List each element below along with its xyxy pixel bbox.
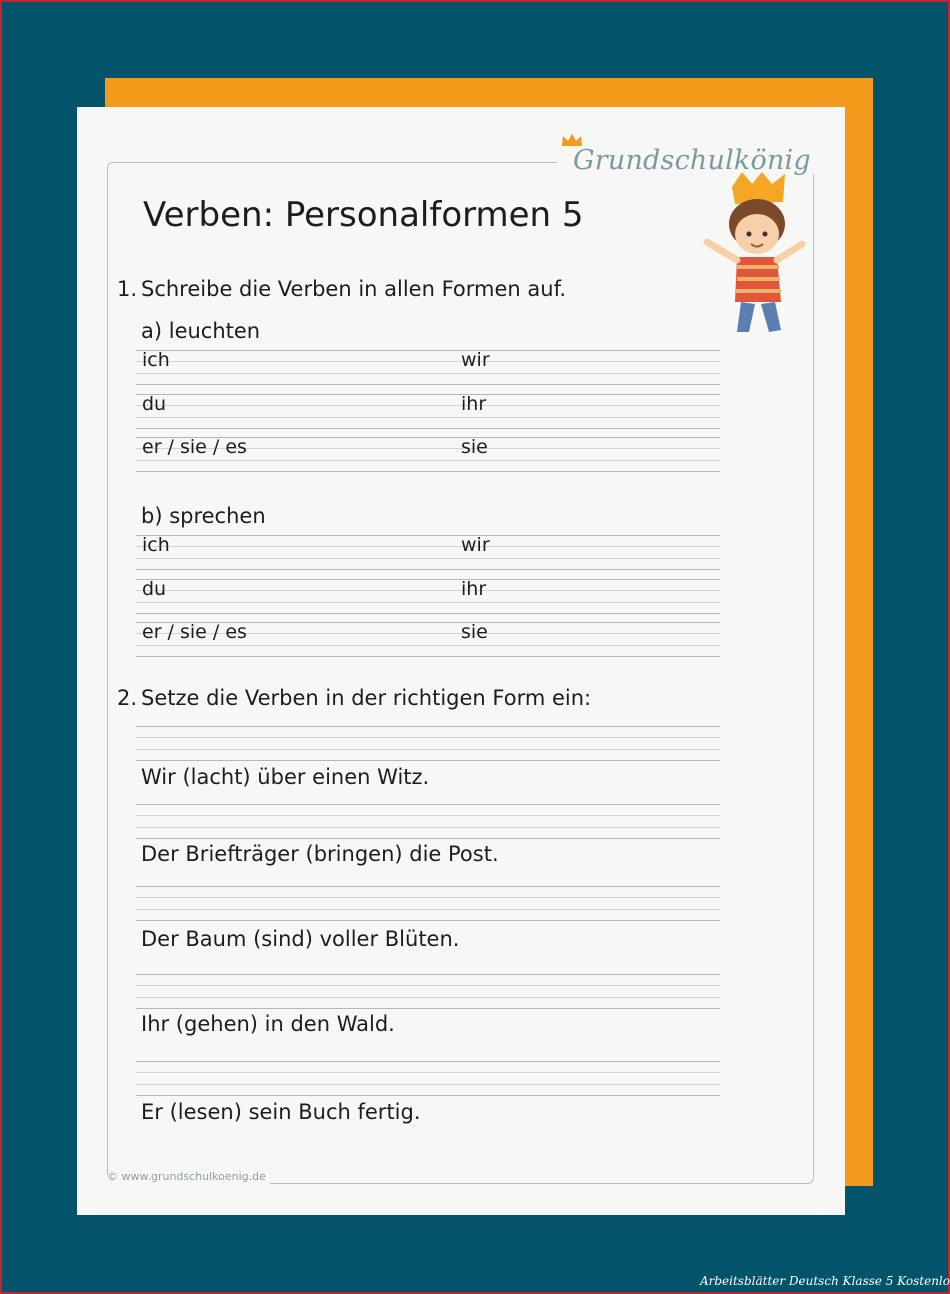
pronoun-label: wir (461, 534, 490, 556)
task-1-heading (117, 277, 566, 301)
pronoun-label: du (142, 393, 167, 415)
sentence: Der Baum (sind) voller Blüten. (141, 927, 460, 951)
pronoun-label: sie (461, 436, 488, 458)
writing-line[interactable] (136, 974, 720, 1009)
writing-line[interactable] (136, 622, 720, 657)
task-2-heading (117, 686, 591, 710)
writing-line[interactable] (136, 394, 720, 429)
writing-line[interactable] (136, 437, 720, 472)
task-text: Schreibe die Verben in allen Formen auf. (141, 277, 567, 301)
kid-illustration (697, 172, 807, 342)
writing-line[interactable] (136, 535, 720, 570)
writing-line[interactable] (136, 579, 720, 614)
worksheet-page (77, 107, 845, 1215)
pronoun-label: du (142, 578, 167, 600)
watermark-caption: Arbeitsblätter Deutsch Klasse 5 Kostenlo (699, 1274, 950, 1288)
part-b-label: b) sprechen (141, 504, 266, 528)
task-text: Setze die Verben in der richtigen Form ein: (141, 686, 592, 710)
brand-name: Grundschulkönig (573, 145, 811, 176)
writing-line[interactable] (136, 1061, 720, 1096)
sentence: Ihr (gehen) in den Wald. (141, 1012, 395, 1036)
footer-copyright: © www.grundschulkoenig.de (107, 1170, 266, 1183)
pronoun-label: ich (142, 349, 170, 371)
sentence: Er (lesen) sein Buch fertig. (141, 1100, 421, 1124)
pronoun-label: sie (461, 621, 488, 643)
pronoun-label: ihr (461, 393, 487, 415)
sentence: Der Briefträger (bringen) die Post. (141, 842, 499, 866)
pronoun-label: er / sie / es (142, 621, 247, 643)
writing-line[interactable] (136, 726, 720, 761)
page-title: Verben: Personalformen 5 (143, 195, 584, 235)
pronoun-label: ihr (461, 578, 487, 600)
writing-line[interactable] (136, 886, 720, 921)
sentence: Wir (lacht) über einen Witz. (141, 765, 430, 789)
task-number: 2. (117, 686, 138, 710)
part-a-label: a) leuchten (141, 319, 261, 343)
pronoun-label: wir (461, 349, 490, 371)
task-number: 1. (117, 277, 138, 301)
pronoun-label: ich (142, 534, 170, 556)
writing-line[interactable] (136, 350, 720, 385)
writing-line[interactable] (136, 804, 720, 839)
pronoun-label: er / sie / es (142, 436, 247, 458)
